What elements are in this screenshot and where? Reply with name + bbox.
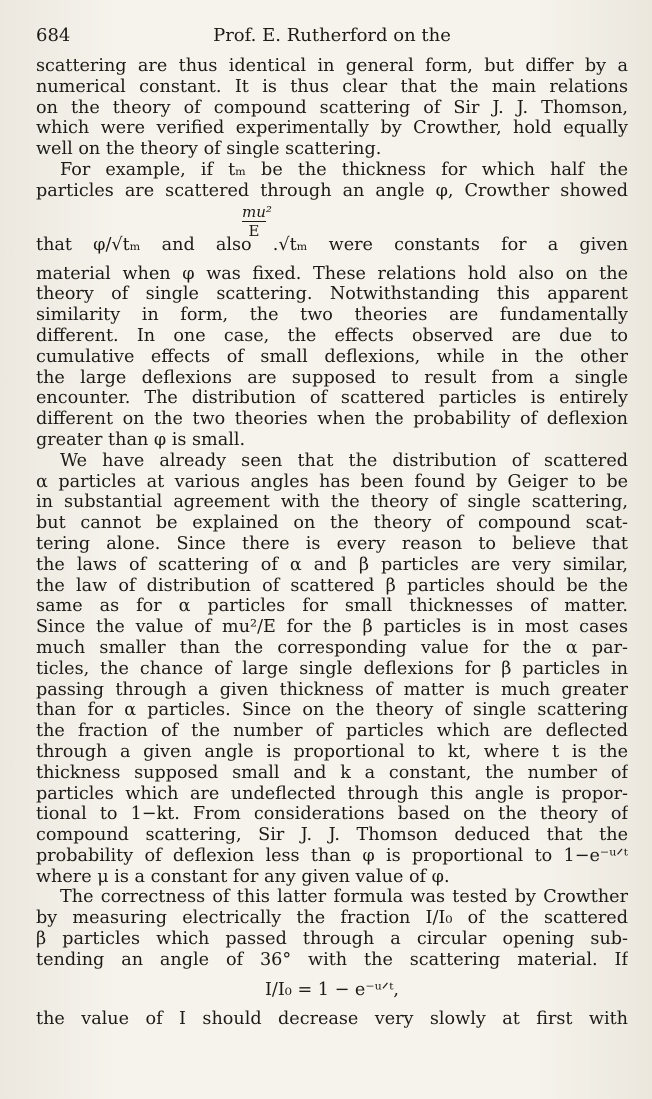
body-text (36, 56, 628, 1029)
text-line: different on the two theories when the probability of deflexion (36, 409, 628, 430)
text-line: Since the value of mu²/E for the β particles is in most cases (36, 617, 628, 638)
text-line: where μ is a constant for any given value of φ. (36, 866, 450, 887)
fraction-denominator: E (248, 221, 260, 240)
text-line: scattering are thus identical in general form, but differ by a (36, 56, 628, 76)
text-line: by measuring electrically the fraction I/I₀ of the scattered (36, 908, 628, 929)
fraction-numerator: mu² (242, 202, 272, 221)
math-line-text: that φ/√tₘ and also .√tₘ were constants for a given (36, 234, 628, 255)
text-line: theory of single scattering. Notwithstanding this apparent (36, 284, 628, 305)
text-line: much smaller than the corresponding value for the α par- (36, 637, 628, 658)
text-line: probability of deflexion less than φ is proportional to 1−e⁻ᵘᐟᵗ (36, 845, 628, 866)
text-line: the law of distribution of scattered β particles should be the (36, 575, 628, 596)
text-line: in substantial agreement with the theory of single scattering, (36, 492, 628, 513)
text-line: than for α particles. Since on the theory of single scattering (36, 700, 628, 721)
fraction-mu2-over-e (242, 202, 272, 240)
display-equation: I/I₀ = 1 − e⁻ᵘᐟᵗ, (264, 979, 400, 1000)
text-line: the large deflexions are supposed to result from a single (36, 367, 628, 388)
text-line: particles are scattered through an angle φ, Crowther showed (36, 180, 628, 201)
text-line: numerical constant. It is thus clear that the main relations (36, 76, 628, 97)
text-line: different. In one case, the effects observed are due to (36, 325, 628, 346)
text-line: the value of I should decrease very slowly at first with (36, 1008, 628, 1029)
page-header (36, 22, 628, 50)
text-line: on the theory of compound scattering of Sir J. J. Thomson, (36, 97, 628, 118)
text-line: well on the theory of single scattering. (36, 139, 382, 160)
text-line: encounter. The distribution of scattered particles is entirely (36, 388, 628, 409)
text-line: through a given angle is proportional to kt, where t is the (36, 741, 628, 762)
text-line: the fraction of the number of particles which are deflected (36, 721, 628, 742)
text-line: compound scattering, Sir J. J. Thomson deduced that the (36, 825, 628, 846)
text-line: same as for α particles for small thicknesses of matter. (36, 596, 628, 617)
text-line: The correctness of this latter formula was tested by Crowther (60, 887, 628, 908)
page-number: 684 (36, 25, 71, 46)
text-line: We have already seen that the distribution of scattered (60, 450, 628, 471)
text-line: tering alone. Since there is every reason to believe that (36, 533, 628, 554)
text-line: tending an angle of 36° with the scattering material. If (36, 949, 628, 970)
text-line: which were verified experimentally by Crowther, hold equally (36, 118, 628, 139)
text-line: but cannot be explained on the theory of compound scat- (36, 513, 628, 534)
text-line: cumulative effects of small deflexions, while in the other (36, 346, 628, 367)
text-line: For example, if tₘ be the thickness for which half the (60, 159, 628, 180)
text-line: ticles, the chance of large single deflexions for β particles in (36, 658, 628, 679)
text-line: tional to 1−kt. From considerations based on the theory of (36, 804, 628, 825)
text-line: α particles at various angles has been found by Geiger to be (36, 471, 628, 492)
text-line: the laws of scattering of α and β particles are very similar, (36, 554, 628, 575)
text-line: similarity in form, the two theories are fundamentally (36, 305, 628, 326)
text-line: thickness supposed small and k a constant, the number of (36, 762, 628, 783)
math-line (36, 202, 628, 264)
text-line: particles which are undeflected through this angle is propor- (36, 783, 628, 804)
text-line: greater than φ is small. (36, 429, 246, 450)
text-line: material when φ was fixed. These relations hold also on the (36, 263, 628, 284)
text-line: passing through a given thickness of matter is much greater (36, 679, 628, 700)
text-line: β particles which passed through a circular opening sub- (36, 929, 628, 950)
running-head: Prof. E. Rutherford on the (213, 25, 451, 46)
